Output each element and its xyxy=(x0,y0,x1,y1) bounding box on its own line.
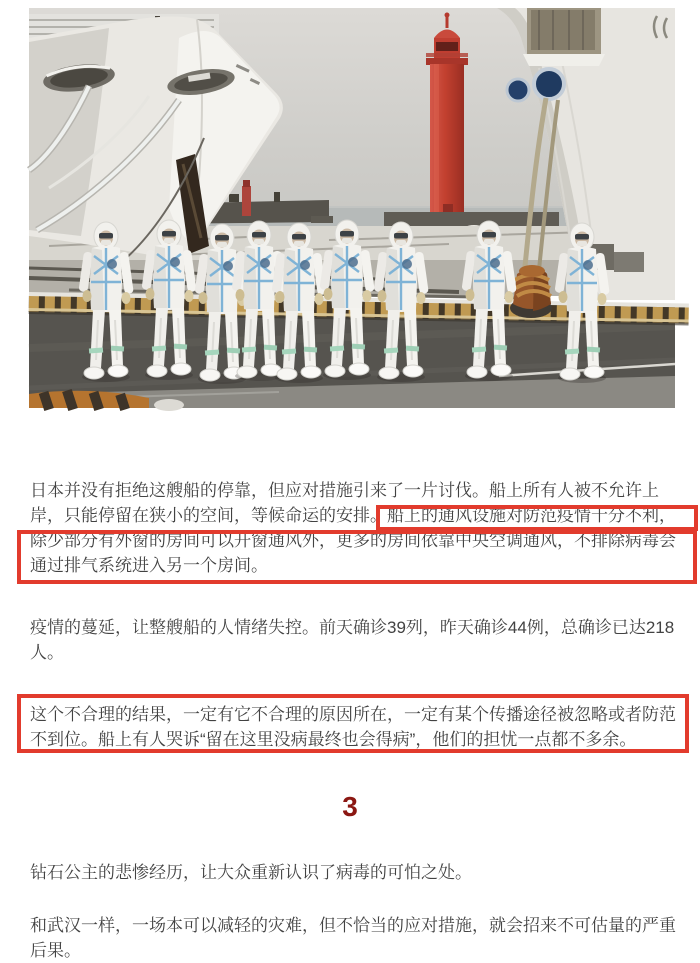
text-line: 钻石公主的悲惨经历，让大众重新认识了病毒的可怕之处。 xyxy=(30,863,472,882)
text-line: 岸，只能停留在狭小的空间，等候命运的安排。船上的通风设施对防范疫情十分不利， xyxy=(30,506,676,525)
dock-scene-illustration xyxy=(29,8,675,408)
text-line: 通过排气系统进入另一个房间。 xyxy=(30,556,268,575)
text-line: 和武汉一样，一场本可以减轻的灾难，但不恰当的应对措施，就会招来不可估量的严重 xyxy=(30,916,676,935)
text-line: 日本并没有拒绝这艘船的停靠，但应对措施引来了一片讨伐。船上所有人被不允许上 xyxy=(30,481,659,500)
section-number: 3 xyxy=(342,791,358,822)
paragraph-2 xyxy=(30,615,674,665)
text-line: 后果。 xyxy=(30,941,81,960)
text-line: 疫情的蔓延，让整艘船的人情绪失控。前天确诊39列，昨天确诊44例，总确诊已达218 xyxy=(30,618,675,637)
text-line: 这个不合理的结果，一定有它不合理的原因所在，一定有某个传播途径被忽略或者防范 xyxy=(30,705,676,724)
text-line: 不到位。船上有人哭诉“留在这里没病最终也会得病”，他们的担忧一点都不多余。 xyxy=(30,730,637,749)
text-line: 人。 xyxy=(30,643,64,662)
small-red-beacon xyxy=(242,180,251,216)
fairlead-port-2 xyxy=(507,79,529,101)
annotation-box-1 xyxy=(376,505,698,531)
paragraph-4 xyxy=(30,860,472,885)
annotation-box-2 xyxy=(17,530,697,584)
paragraph-5 xyxy=(30,913,676,963)
hero-photo xyxy=(29,8,675,408)
text-line: 除少部分有外窗的房间可以开窗通风外，更多的房间依靠中央空调通风，不排除病毒会 xyxy=(30,531,676,550)
annotation-box-3 xyxy=(17,694,689,753)
fairlead-port xyxy=(534,69,564,99)
